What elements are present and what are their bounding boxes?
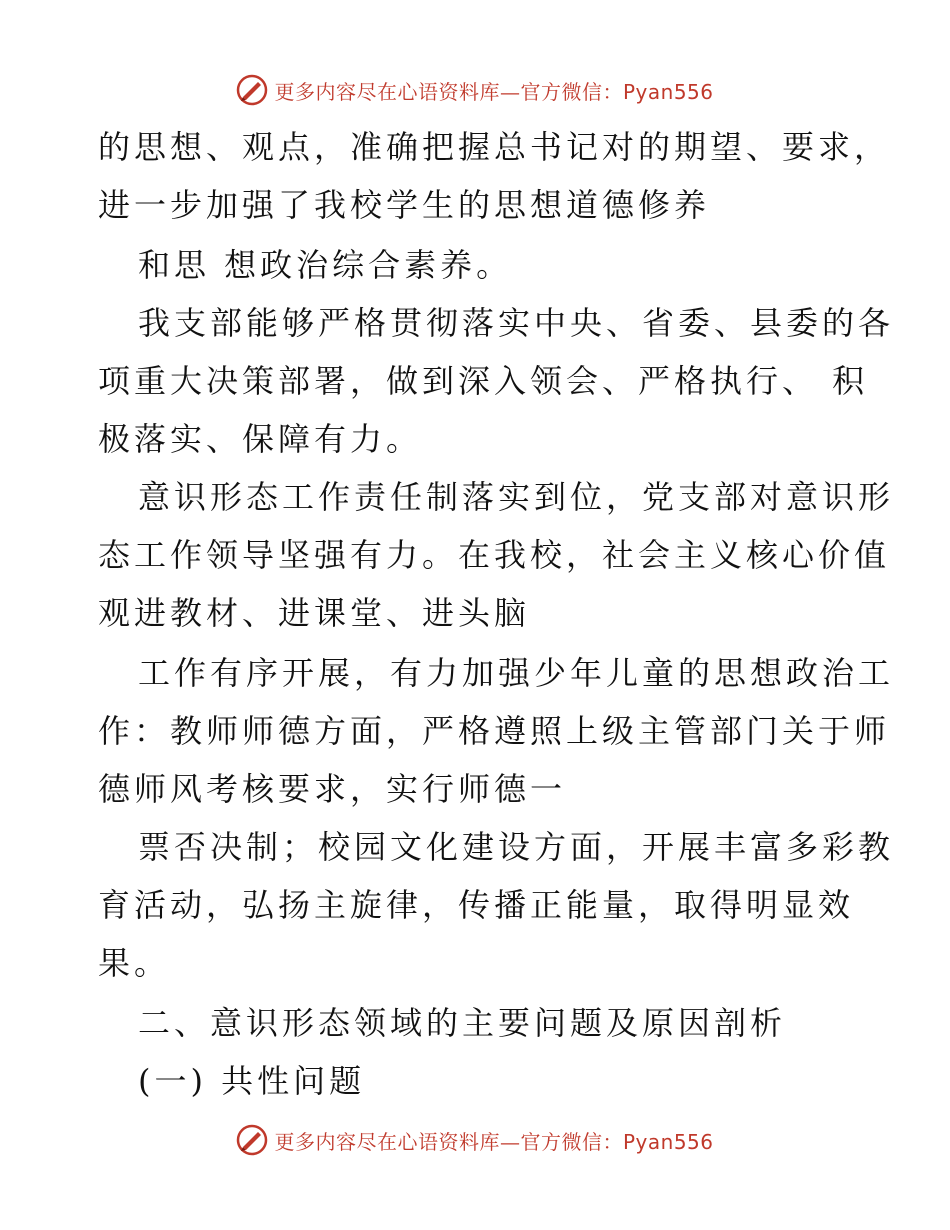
text-line: 态工作领导坚强有力。在我校，社会主义核心价值 bbox=[98, 536, 891, 574]
text-line: 果。 bbox=[98, 944, 171, 982]
watermark-banner-top bbox=[0, 70, 950, 110]
pen-logo-icon bbox=[236, 74, 268, 106]
watermark-banner-bottom bbox=[0, 1120, 950, 1160]
text-line: 票否决制；校园文化建设方面，开展丰富多彩教 bbox=[138, 828, 895, 866]
text-line: 极落实、保障有力。 bbox=[98, 420, 423, 458]
text-line: 进一步加强了我校学生的思想道德修养 bbox=[98, 186, 711, 224]
watermark-text: 更多内容尽在心语资料库—官方微信：Pyan556 bbox=[274, 1129, 714, 1154]
subsection-heading: (一) 共性问题 bbox=[138, 1062, 366, 1100]
text-line: 的思想、观点，准确把握总书记对的期望、要求， bbox=[98, 128, 891, 166]
text-line: 我支部能够严格贯彻落实中央、省委、县委的各 bbox=[138, 304, 895, 342]
text-line: 和思 想政治综合素养。 bbox=[138, 246, 513, 284]
watermark-text: 更多内容尽在心语资料库—官方微信：Pyan556 bbox=[274, 79, 714, 104]
pen-logo-icon bbox=[236, 1124, 268, 1156]
text-line: 工作有序开展，有力加强少年儿童的思想政治工 bbox=[138, 654, 895, 692]
section-heading: 二、意识形态领域的主要问题及原因剖析 bbox=[138, 1004, 787, 1042]
text-line: 育活动，弘扬主旋律，传播正能量，取得明显效 bbox=[98, 886, 855, 924]
text-line: 项重大决策部署，做到深入领会、严格执行、 积 bbox=[98, 362, 869, 400]
text-line: 德师风考核要求，实行师德一 bbox=[98, 770, 567, 808]
text-line: 作：教师师德方面，严格遵照上级主管部门关于师 bbox=[98, 712, 891, 750]
text-line: 意识形态工作责任制落实到位，党支部对意识形 bbox=[138, 478, 895, 516]
text-line: 观进教材、进课堂、进头脑 bbox=[98, 594, 531, 632]
